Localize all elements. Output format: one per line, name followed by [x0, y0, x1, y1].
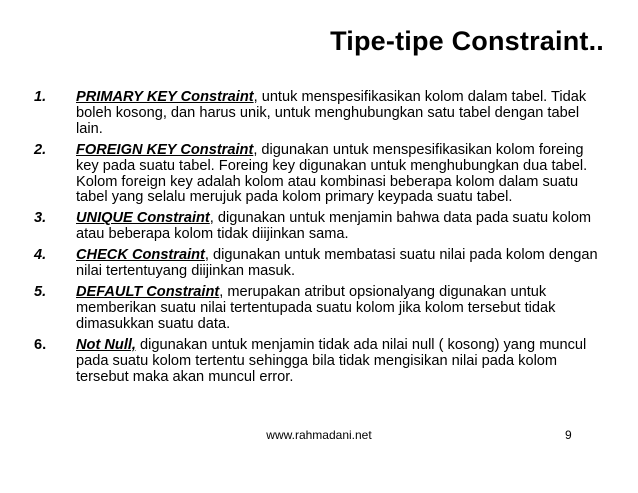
- item-description: digunakan untuk menjamin tidak ada nilai null ( kosong) yang muncul pada suatu kolom tertentu sehingga bila tidak mengisikan nilai pada kolom tersebut maka akan muncul error.: [76, 336, 587, 385]
- item-number: 1.: [34, 89, 47, 105]
- list-item: [34, 90, 609, 138]
- item-body: [76, 211, 609, 243]
- item-number: 2.: [34, 141, 47, 158]
- item-description: , untuk menspesifikasikan kolom dalam tabel. Tidak boleh kosong, dan harus unik, untuk menghubungkan satu tabel dengan tabel lain.: [76, 89, 587, 137]
- list-item: [34, 211, 609, 243]
- item-body: [76, 285, 609, 333]
- item-term: CHECK Constraint: [76, 247, 205, 264]
- list-item: [34, 285, 609, 333]
- item-body: [76, 248, 609, 280]
- item-body: [76, 143, 609, 207]
- item-term: UNIQUE Constraint: [76, 210, 210, 227]
- item-description: , digunakan untuk membatasi suatu nilai pada kolom dengan nilai tertentuyang diijinkan masuk.: [76, 247, 598, 280]
- footer-url: www.rahmadani.net: [266, 428, 372, 442]
- page-number: 9: [565, 428, 572, 442]
- list-item: [34, 338, 609, 386]
- item-description: , merupakan atribut opsionalyang digunakan untuk memberikan suatu nilai tertentupada suatu kolom jika kolom tersebut tidak dimasukkan suatu data.: [76, 283, 556, 332]
- item-number: 6.: [34, 336, 47, 353]
- item-number: 3.: [34, 210, 47, 227]
- constraint-list: [34, 90, 609, 390]
- item-description: , digunakan untuk menjamin bahwa data pada suatu kolom atau beberapa kolom tidak diijinkan sama.: [76, 210, 592, 243]
- item-description: , digunakan untuk menspesifikasikan kolom foreing key pada suatu tabel. Foreing key digunakan untuk menghubungkan dua tabel. Kolom foreign key adalah kolom atau kombinasi beberapa kolom dalam suatu tabel yang selalu merujuk pada kolom primary keypada suatu tabel.: [76, 141, 588, 206]
- item-term: Not Null,: [76, 336, 136, 353]
- slide-title: Tipe-tipe Constraint..: [330, 26, 604, 56]
- item-term: PRIMARY KEY Constraint: [76, 89, 254, 105]
- item-term: DEFAULT Constraint: [76, 283, 220, 300]
- item-number: 4.: [34, 247, 47, 264]
- list-item: [34, 143, 609, 207]
- item-term: FOREIGN KEY Constraint: [76, 141, 254, 158]
- item-body: [76, 90, 609, 138]
- item-body: [76, 338, 609, 386]
- item-number: 5.: [34, 283, 47, 300]
- list-item: [34, 248, 609, 280]
